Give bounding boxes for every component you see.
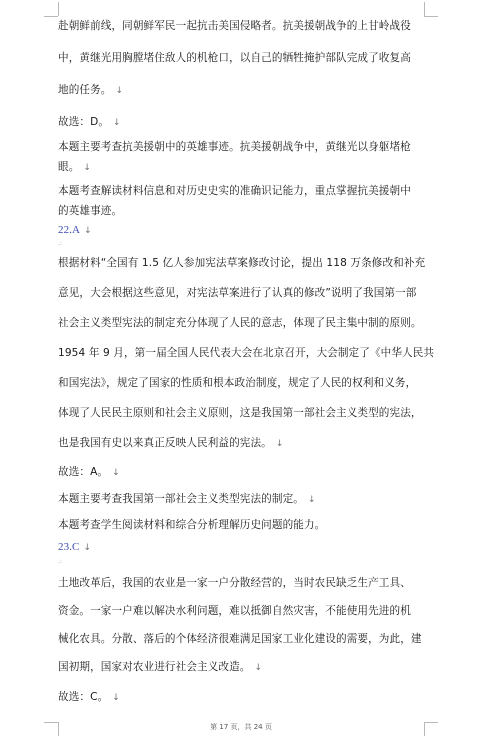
question-number: 23.C ↓ <box>58 541 92 553</box>
paragraph-mark: ↓ <box>112 468 120 478</box>
text-line: 赴朝鲜前线，同朝鲜军民一起抗击美国侵略者。抗美援朝战争的上甘岭战役 <box>58 20 411 32</box>
text-line: 国初期，国家对农业进行社会主义改造。 ↓ <box>58 661 263 673</box>
text-line: 资金。一家一户难以解决水利问题，难以抵御自然灾害，不能使用先进的机 <box>58 605 411 617</box>
text-line: 和国宪法》，规定了国家的性质和根本政治制度，规定了人民的权利和义务， <box>58 377 417 389</box>
text-line: 本题主要考查我国第一部社会主义类型宪法的制定。 ↓ <box>58 493 316 505</box>
small-mark: .: <box>58 240 62 247</box>
question-number: 22.A ↓ <box>58 224 92 236</box>
text-line: 中，黄继光用胸膛堵住敌人的机枪口，以自己的牺牲掩护部队完成了收复高 <box>58 52 411 64</box>
answer-line: 故选：A。 ↓ <box>58 466 120 478</box>
answer-line: 故选：D。 ↓ <box>58 116 121 128</box>
paragraph-mark: ↓ <box>254 663 263 673</box>
text-line: 体现了人民民主原则和社会主义原则，这是我国第一部社会主义类型的宪法， <box>58 407 422 419</box>
text-line: 本题考查学生阅读材料和综合分析理解历史问题的能力。 <box>58 519 326 531</box>
text-line: 也是我国有史以来真正反映人民利益的宪法。 ↓ <box>58 437 284 449</box>
text-line: 社会主义类型宪法的制定充分体现了人民的意志，体现了民主集中制的原则。 <box>58 317 422 329</box>
paragraph-mark: ↓ <box>113 118 121 128</box>
paragraph-mark: ↓ <box>275 439 284 449</box>
paragraph-mark: ↓ <box>112 693 120 703</box>
text-line: 械化农具。分散、落后的个体经济很难满足国家工业化建设的需要，为此，建 <box>58 633 422 645</box>
paragraph-mark: ↓ <box>83 543 92 553</box>
page-number: 第 17 页，共 24 页 <box>210 723 272 731</box>
answer-line: 故选：C。 ↓ <box>58 691 120 703</box>
paragraph-mark: ↓ <box>83 163 92 173</box>
text-line: 的英雄事迹。 <box>58 205 123 217</box>
text-line: 眼。 ↓ <box>58 161 92 173</box>
text-line: 意见，大会根据这些意见，对宪法草案进行了认真的修改”说明了我国第一部 <box>58 287 417 299</box>
paragraph-mark: ↓ <box>115 86 124 96</box>
paragraph-mark: ↓ <box>84 226 92 236</box>
text-line: 本题主要考查抗美援朝中的英雄事迹。抗美援朝战争中，黄继光以身躯堵枪 <box>58 141 411 153</box>
text-line: 本题考查解读材料信息和对历史史实的准确识记能力，重点掌握抗美援朝中 <box>58 185 411 197</box>
page-footer <box>0 722 482 732</box>
text-line: 根据材料“全国有 1.5 亿人参加宪法草案修改讨论，提出 118 万条修改和补充 <box>58 257 426 269</box>
text-line: 土地改革后，我国的农业是一家一户分散经营的，当时农民缺乏生产工具、 <box>58 577 411 589</box>
small-mark: .: <box>58 558 62 565</box>
text-line: 地的任务。 ↓ <box>58 84 124 96</box>
text-line: 1954 年 9 月，第一届全国人民代表大会在北京召开，大会制定了《中华人民共 <box>58 347 435 359</box>
paragraph-mark: ↓ <box>307 495 316 505</box>
